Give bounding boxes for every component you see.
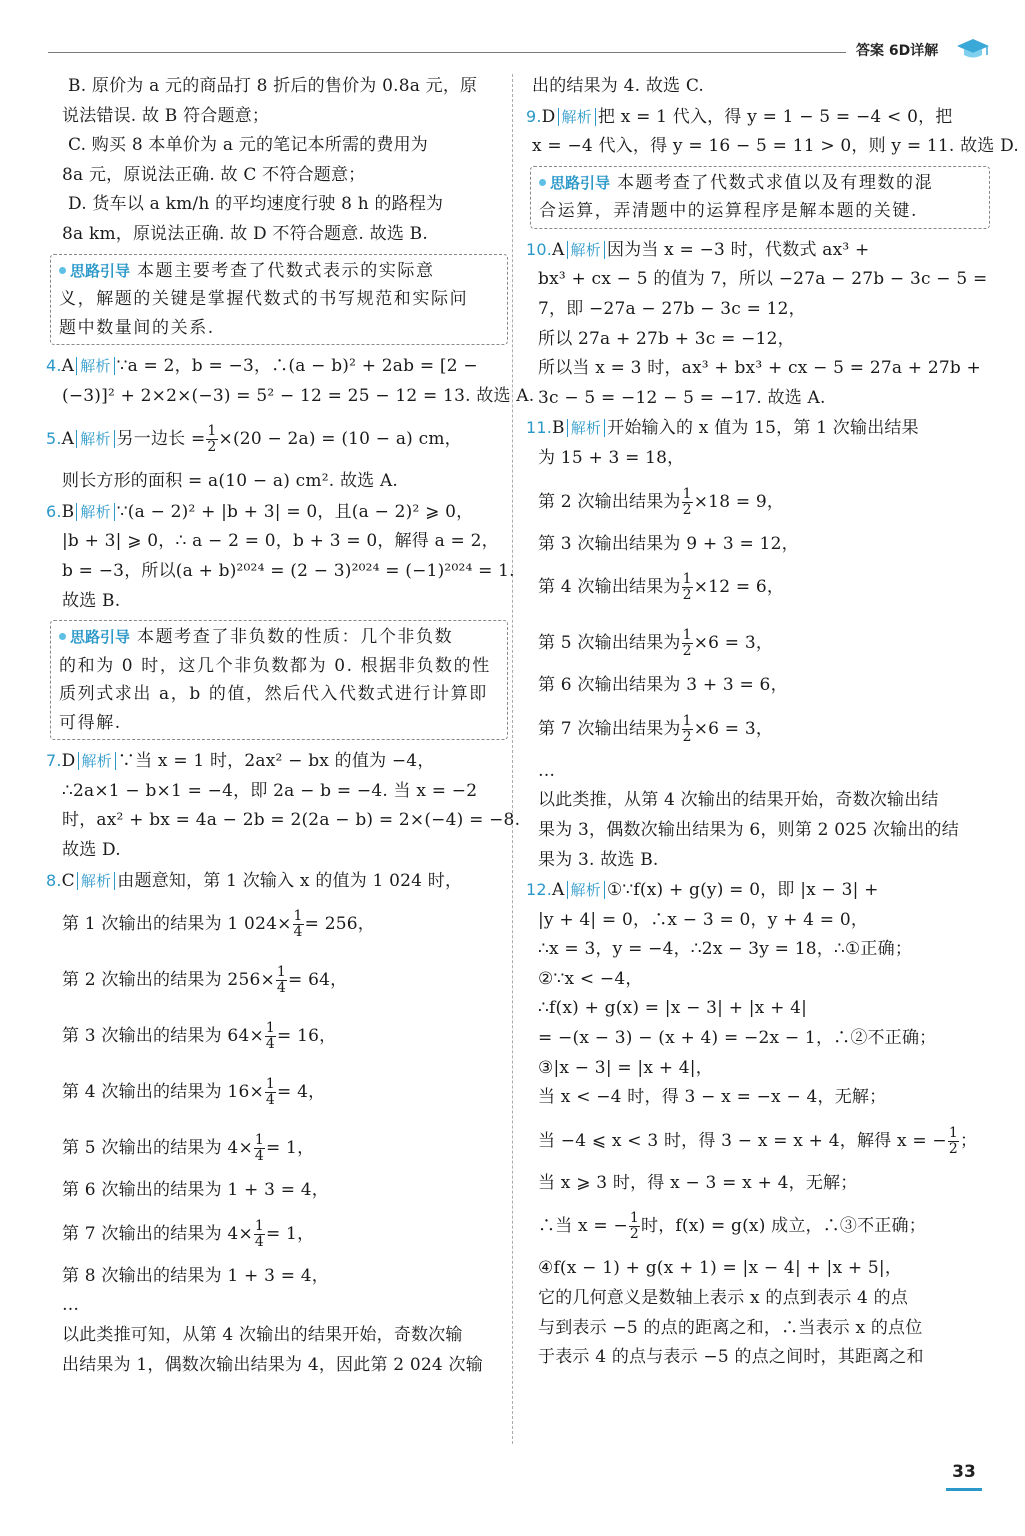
- text-line: 所以 27a + 27b + 3c = −12，: [538, 328, 795, 349]
- tip-box: [50, 254, 508, 346]
- text-line: 出结果为 1，偶数次输出结果为 4，因此第 2 024 次输: [62, 1354, 483, 1375]
- text-line: b = −3，所以(a + b)²⁰²⁴ = (2 − 3)²⁰²⁴ = (−1)²⁰²⁴ = 1.: [62, 561, 515, 582]
- answer-letter: A: [552, 880, 565, 901]
- text-line: 7，即 −27a − 27b − 3c = 12，: [538, 298, 806, 319]
- text-line: = 64，: [288, 970, 348, 991]
- fraction: $\frac{1}{4}$: [293, 908, 303, 941]
- fraction: $\frac{1}{2}$: [682, 485, 692, 518]
- fraction: $\frac{1}{4}$: [254, 1217, 264, 1250]
- text-line: ②∵x < −4，: [538, 968, 643, 989]
- text-line: bx³ + cx − 5 的值为 7，所以 −27a − 27b − 3c − 5 =: [538, 269, 988, 290]
- text-line: B. 原价为 a 元的商品打 8 折后的售价为 0.8a 元，原: [68, 76, 478, 96]
- question-number: 6.: [46, 501, 62, 521]
- analysis-tag: 解析: [76, 430, 114, 448]
- answer-letter: A: [552, 239, 565, 260]
- text-line: = −(x − 3) − (x + 4) = −2x − 1，∴②不正确；: [538, 1028, 937, 1049]
- text-line: ∴x = 3，y = −4，∴2x − 3y = 18，∴①正确；: [538, 939, 913, 960]
- header-rule: [48, 52, 846, 53]
- text-line: 8a 元，原说法正确. 故 C 不符合题意；: [62, 164, 366, 185]
- text-line: 以此类推，从第 4 次输出的结果开始，奇数次输出结: [538, 790, 939, 811]
- text-line: = 16，: [277, 1026, 337, 1047]
- text-line: D. 货车以 a km/h 的平均速度行驶 8 h 的路程为: [68, 194, 444, 215]
- text-line: 义，解题的关键是掌握代数式的书写规范和实际问: [59, 289, 469, 310]
- text-line: ×(20 − 2a) = (10 − a) cm，: [218, 429, 462, 450]
- text-line: 第 6 次输出的结果为 1 + 3 = 4，: [62, 1180, 329, 1201]
- text-line: 于表示 4 的点与表示 −5 的点之间时，其距离之和: [538, 1347, 924, 1368]
- text-line: 果为 3，偶数次输出结果为 6，则第 2 025 次输出的结: [538, 819, 959, 840]
- question-number: 9.: [526, 106, 542, 126]
- text-line: 出的结果为 4. 故选 C.: [532, 76, 705, 96]
- question-number: 11.: [526, 418, 553, 438]
- text-line: ∴f(x) + g(x) = |x − 3| + |x + 4|: [538, 998, 808, 1019]
- text-line: 另一边长 =: [116, 429, 206, 450]
- text-line: 本题主要考查了代数式表示的实际意: [137, 260, 435, 281]
- text-line: 为 15 + 3 = 18，: [538, 447, 685, 468]
- fraction: $\frac{1}{4}$: [276, 964, 287, 997]
- fraction: $\frac{1}{2}$: [948, 1124, 958, 1157]
- text-line: 故选 B.: [62, 590, 121, 611]
- answer-letter: C: [61, 870, 75, 891]
- text-line: 8a km，原说法正确. 故 D 不符合题意. 故选 B.: [62, 223, 428, 244]
- text-line: 以此类推可知，从第 4 次输出的结果开始，奇数次输: [62, 1324, 463, 1345]
- text-line: 当 −4 ⩽ x < 3 时，得 3 − x = x + 4，解得 x = −: [538, 1130, 947, 1151]
- text-line: 由题意知，第 1 次输入 x 的值为 1 024 时，: [117, 870, 463, 891]
- text-line: ④f(x − 1) + g(x + 1) = |x − 4| + |x + 5|，: [538, 1258, 903, 1279]
- analysis-tag: 解析: [567, 419, 605, 437]
- question-number: 8.: [46, 870, 62, 890]
- text-line: = 1，: [266, 1223, 315, 1244]
- text-line: C. 购买 8 本单价为 a 元的笔记本所需的费用为: [68, 135, 428, 156]
- text-line: 第 3 次输出结果为 9 + 3 = 12，: [538, 533, 799, 554]
- text-line: 的和为 0 时，这几个非负数都为 0. 根据非负数的性: [59, 655, 491, 676]
- analysis-tag: 解析: [78, 752, 116, 770]
- text-line: 当 x < −4 时，得 3 − x = −x − 4，无解；: [538, 1087, 887, 1108]
- analysis-tag: 解析: [558, 108, 596, 126]
- analysis-tag: 解析: [76, 503, 114, 521]
- text-line: ③|x − 3| = |x + 4|，: [538, 1057, 713, 1078]
- text-line: 可得解.: [59, 712, 122, 733]
- fraction: $\frac{1}{4}$: [265, 1020, 276, 1053]
- bullet-icon: [59, 267, 66, 274]
- answer-letter: B: [552, 418, 565, 439]
- analysis-tag: 解析: [567, 881, 605, 899]
- text-line: 第 4 次输出结果为: [538, 577, 681, 598]
- text-line: 第 8 次输出的结果为 1 + 3 = 4，: [62, 1265, 329, 1286]
- fraction: $\frac{1}{2}$: [629, 1210, 639, 1243]
- text-line: 第 7 次输出结果为: [538, 718, 681, 739]
- question-number: 10.: [526, 239, 553, 259]
- fraction: $\frac{1}{4}$: [265, 1076, 276, 1109]
- text-line: 合运算，弄清题中的运算程序是解本题的关键.: [539, 201, 919, 222]
- text-line: |b + 3| ⩾ 0，∴ a − 2 = 0，b + 3 = 0，解得 a = 2，: [62, 531, 499, 552]
- text-line: 把 x = 1 代入，得 y = 1 − 5 = −4 < 0，把: [597, 106, 953, 127]
- page-number: 33: [946, 1462, 982, 1491]
- fraction: $\frac{1}{2}$: [682, 712, 692, 745]
- text-line: ∵当 x = 1 时，2ax² − bx 的值为 −4，: [117, 751, 435, 772]
- tip-label: 思路引导: [70, 261, 131, 280]
- text-line: ×6 = 3，: [693, 633, 774, 654]
- question-number: 7.: [46, 751, 62, 771]
- text-line: ×6 = 3，: [693, 718, 774, 739]
- text-line: 3c − 5 = −12 − 5 = −17. 故选 A.: [538, 387, 826, 408]
- text-line: 第 1 次输出的结果为 1 024×: [62, 914, 292, 935]
- text-line: 题中数量间的关系.: [59, 317, 215, 338]
- text-line: 质列式求出 a，b 的值，然后代入代数式进行计算即: [59, 684, 488, 705]
- text-line: ①∵f(x) + g(y) = 0，即 |x − 3| +: [606, 880, 879, 901]
- text-line: 则长方形的面积 = a(10 − a) cm². 故选 A.: [62, 471, 399, 492]
- text-line: 第 7 次输出的结果为 4×: [62, 1223, 253, 1244]
- fraction: $\frac{1}{2}$: [682, 571, 692, 604]
- bullet-icon: [539, 179, 546, 186]
- tip-label: 思路引导: [70, 628, 131, 647]
- question-number: 5.: [46, 429, 62, 449]
- text-line: 第 4 次输出的结果为 16×: [62, 1082, 264, 1103]
- text-line: 故选 D.: [62, 840, 121, 860]
- tip-label: 思路引导: [550, 173, 611, 192]
- question-number: 12.: [526, 880, 553, 900]
- text-line: ×12 = 6，: [693, 577, 785, 598]
- fraction: $\frac{1}{2}$: [207, 423, 217, 456]
- text-line: ；: [959, 1130, 978, 1151]
- text-line: ∴当 x = −: [538, 1216, 628, 1237]
- text-line: 所以当 x = 3 时，ax³ + bx³ + cx − 5 = 27a + 27b +: [538, 358, 981, 379]
- answer-letter: D: [61, 751, 76, 772]
- text-line: ∵(a − 2)² + |b + 3| = 0，且(a − 2)² ⩾ 0，: [116, 501, 474, 522]
- fraction: $\frac{1}{2}$: [682, 627, 692, 660]
- text-line: 第 5 次输出的结果为 4×: [62, 1138, 253, 1159]
- text-line: 本题考查了非负数的性质：几个非负数: [137, 627, 454, 648]
- graduation-cap-icon: [956, 36, 990, 62]
- text-line: = 1，: [266, 1138, 315, 1159]
- right-column: [526, 72, 1019, 1373]
- header-label: 答案 6D详解: [856, 43, 939, 59]
- text-line: 果为 3. 故选 B.: [538, 849, 659, 870]
- text-line: (−3)]² + 2×2×(−3) = 5² − 12 = 25 − 12 = 13. 故选 A.: [62, 385, 535, 406]
- question-number: 4.: [46, 356, 62, 376]
- text-line: 第 2 次输出的结果为 256×: [62, 970, 275, 991]
- text-line: ∴2a×1 − b×1 = −4，即 2a − b = −4. 当 x = −2: [62, 780, 478, 801]
- column-divider: [512, 74, 513, 1444]
- answer-letter: A: [61, 356, 75, 377]
- text-line: ∵a = 2，b = −3，∴(a − b)² + 2ab = [2 −: [116, 356, 478, 377]
- answer-letter: D: [541, 106, 556, 127]
- text-line: |y + 4| = 0，∴x − 3 = 0，y + 4 = 0，: [538, 909, 869, 930]
- text-line: 开始输入的 x 值为 15，第 1 次输出结果: [607, 418, 919, 439]
- analysis-tag: 解析: [77, 872, 115, 890]
- text-line: ×18 = 9，: [693, 491, 785, 512]
- text-line: 时，f(x) = g(x) 成立，∴③不正确；: [641, 1216, 926, 1237]
- text-line: 本题考查了代数式求值以及有理数的混: [617, 172, 934, 193]
- fraction: $\frac{1}{4}$: [254, 1132, 264, 1165]
- text-line: = 256，: [304, 914, 375, 935]
- text-line: x = −4 代入，得 y = 16 − 5 = 11 > 0，则 y = 11. 故选 D.: [532, 136, 1019, 157]
- text-line: 当 x ⩾ 3 时，得 x − 3 = x + 4，无解；: [538, 1172, 858, 1193]
- text-line: 第 5 次输出结果为: [538, 633, 681, 654]
- left-column: [46, 72, 535, 1380]
- text-line: 因为当 x = −3 时，代数式 ax³ +: [606, 239, 870, 260]
- text-line: 与到表示 −5 的点的距离之和，∴当表示 x 的点位: [538, 1317, 923, 1338]
- text-line: 第 3 次输出的结果为 64×: [62, 1026, 264, 1047]
- text-line: 时，ax² + bx = 4a − 2b = 2(2a − b) = 2×(−4) = −8.: [62, 810, 521, 831]
- text-line: 第 6 次输出结果为 3 + 3 = 6，: [538, 675, 788, 696]
- tip-box: [50, 620, 508, 740]
- text-line: 它的几何意义是数轴上表示 x 的点到表示 4 的点: [538, 1288, 909, 1309]
- text-line: 说法错误. 故 B 符合题意；: [62, 105, 270, 126]
- analysis-tag: 解析: [567, 241, 605, 259]
- text-line: 第 2 次输出结果为: [538, 491, 681, 512]
- ellipsis: …: [538, 760, 556, 781]
- answer-letter: A: [61, 429, 75, 450]
- bullet-icon: [59, 633, 66, 640]
- text-line: = 4，: [277, 1082, 326, 1103]
- ellipsis: …: [62, 1295, 80, 1316]
- analysis-tag: 解析: [76, 357, 114, 375]
- answer-letter: B: [61, 501, 75, 522]
- tip-box: [530, 166, 990, 229]
